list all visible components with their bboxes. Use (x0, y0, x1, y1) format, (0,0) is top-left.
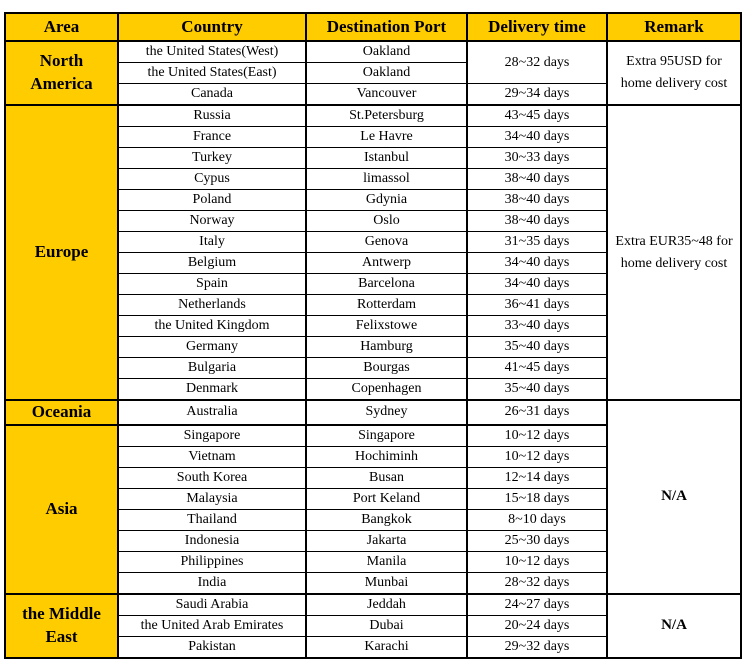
port-cell: Vancouver (306, 84, 467, 106)
country-cell: Thailand (118, 509, 306, 530)
remark-cell: Extra 95USD for home delivery cost (607, 41, 741, 105)
delivery-time-cell: 35~40 days (467, 379, 607, 401)
country-cell: Indonesia (118, 530, 306, 551)
port-cell: Dubai (306, 615, 467, 636)
area-cell: Asia (5, 425, 118, 594)
delivery-time-cell: 30~33 days (467, 148, 607, 169)
country-cell: Saudi Arabia (118, 594, 306, 616)
col-header-destination-port: Destination Port (306, 13, 467, 41)
port-cell: Sydney (306, 400, 467, 425)
table-row (5, 400, 741, 425)
country-cell: Turkey (118, 148, 306, 169)
country-cell: Philippines (118, 551, 306, 572)
delivery-time-cell: 10~12 days (467, 425, 607, 447)
delivery-time-cell: 20~24 days (467, 615, 607, 636)
country-cell: Bulgaria (118, 358, 306, 379)
port-cell: Jakarta (306, 530, 467, 551)
delivery-time-cell: 28~32 days (467, 41, 607, 84)
port-cell: Karachi (306, 636, 467, 658)
country-cell: Canada (118, 84, 306, 106)
country-cell: Cypus (118, 169, 306, 190)
country-cell: India (118, 572, 306, 594)
port-cell: Le Havre (306, 127, 467, 148)
port-cell: Barcelona (306, 274, 467, 295)
port-cell: Gdynia (306, 190, 467, 211)
delivery-time-cell: 8~10 days (467, 509, 607, 530)
area-cell: the Middle East (5, 594, 118, 658)
delivery-time-cell: 34~40 days (467, 274, 607, 295)
delivery-time-cell: 34~40 days (467, 127, 607, 148)
delivery-time-cell: 41~45 days (467, 358, 607, 379)
country-cell: the United Arab Emirates (118, 615, 306, 636)
delivery-time-cell: 15~18 days (467, 488, 607, 509)
delivery-time-cell: 38~40 days (467, 190, 607, 211)
delivery-time-cell: 26~31 days (467, 400, 607, 425)
table-body (5, 41, 741, 658)
port-cell: Busan (306, 467, 467, 488)
port-cell: Oslo (306, 211, 467, 232)
port-cell: limassol (306, 169, 467, 190)
country-cell: Malaysia (118, 488, 306, 509)
port-cell: Bangkok (306, 509, 467, 530)
port-cell: Manila (306, 551, 467, 572)
port-cell: Hochiminh (306, 446, 467, 467)
area-cell: North America (5, 41, 118, 105)
country-cell: the United States(East) (118, 63, 306, 84)
delivery-time-cell: 34~40 days (467, 253, 607, 274)
country-cell: Australia (118, 400, 306, 425)
country-cell: the United Kingdom (118, 316, 306, 337)
delivery-time-cell: 43~45 days (467, 105, 607, 127)
country-cell: Norway (118, 211, 306, 232)
delivery-time-cell: 31~35 days (467, 232, 607, 253)
port-cell: Felixstowe (306, 316, 467, 337)
country-cell: Spain (118, 274, 306, 295)
table-row (5, 594, 741, 616)
port-cell: Jeddah (306, 594, 467, 616)
col-header-delivery-time: Delivery time (467, 13, 607, 41)
country-cell: Pakistan (118, 636, 306, 658)
delivery-time-cell: 36~41 days (467, 295, 607, 316)
country-cell: France (118, 127, 306, 148)
port-cell: Munbai (306, 572, 467, 594)
header-row (5, 13, 741, 41)
country-cell: the United States(West) (118, 41, 306, 63)
table-row (5, 41, 741, 63)
remark-cell: N/A (607, 594, 741, 658)
delivery-time-cell: 10~12 days (467, 551, 607, 572)
port-cell: Rotterdam (306, 295, 467, 316)
delivery-time-cell: 38~40 days (467, 169, 607, 190)
delivery-time-cell: 28~32 days (467, 572, 607, 594)
delivery-time-cell: 29~34 days (467, 84, 607, 106)
port-cell: Antwerp (306, 253, 467, 274)
country-cell: Poland (118, 190, 306, 211)
port-cell: Oakland (306, 41, 467, 63)
delivery-time-cell: 10~12 days (467, 446, 607, 467)
delivery-time-cell: 35~40 days (467, 337, 607, 358)
port-cell: Oakland (306, 63, 467, 84)
delivery-time-cell: 12~14 days (467, 467, 607, 488)
delivery-time-table (4, 12, 742, 659)
area-cell: Europe (5, 105, 118, 400)
country-cell: Vietnam (118, 446, 306, 467)
country-cell: South Korea (118, 467, 306, 488)
col-header-remark: Remark (607, 13, 741, 41)
area-cell: Oceania (5, 400, 118, 425)
table-row (5, 105, 741, 127)
port-cell: Genova (306, 232, 467, 253)
country-cell: Italy (118, 232, 306, 253)
remark-cell: Extra EUR35~48 for home delivery cost (607, 105, 741, 400)
port-cell: Hamburg (306, 337, 467, 358)
country-cell: Denmark (118, 379, 306, 401)
col-header-country: Country (118, 13, 306, 41)
country-cell: Belgium (118, 253, 306, 274)
delivery-time-cell: 29~32 days (467, 636, 607, 658)
delivery-time-cell: 38~40 days (467, 211, 607, 232)
port-cell: Copenhagen (306, 379, 467, 401)
port-cell: St.Petersburg (306, 105, 467, 127)
country-cell: Netherlands (118, 295, 306, 316)
country-cell: Singapore (118, 425, 306, 447)
port-cell: Port Keland (306, 488, 467, 509)
country-cell: Germany (118, 337, 306, 358)
country-cell: Russia (118, 105, 306, 127)
port-cell: Istanbul (306, 148, 467, 169)
delivery-time-cell: 33~40 days (467, 316, 607, 337)
port-cell: Bourgas (306, 358, 467, 379)
remark-cell: N/A (607, 400, 741, 594)
col-header-area: Area (5, 13, 118, 41)
delivery-time-cell: 25~30 days (467, 530, 607, 551)
port-cell: Singapore (306, 425, 467, 447)
delivery-time-cell: 24~27 days (467, 594, 607, 616)
